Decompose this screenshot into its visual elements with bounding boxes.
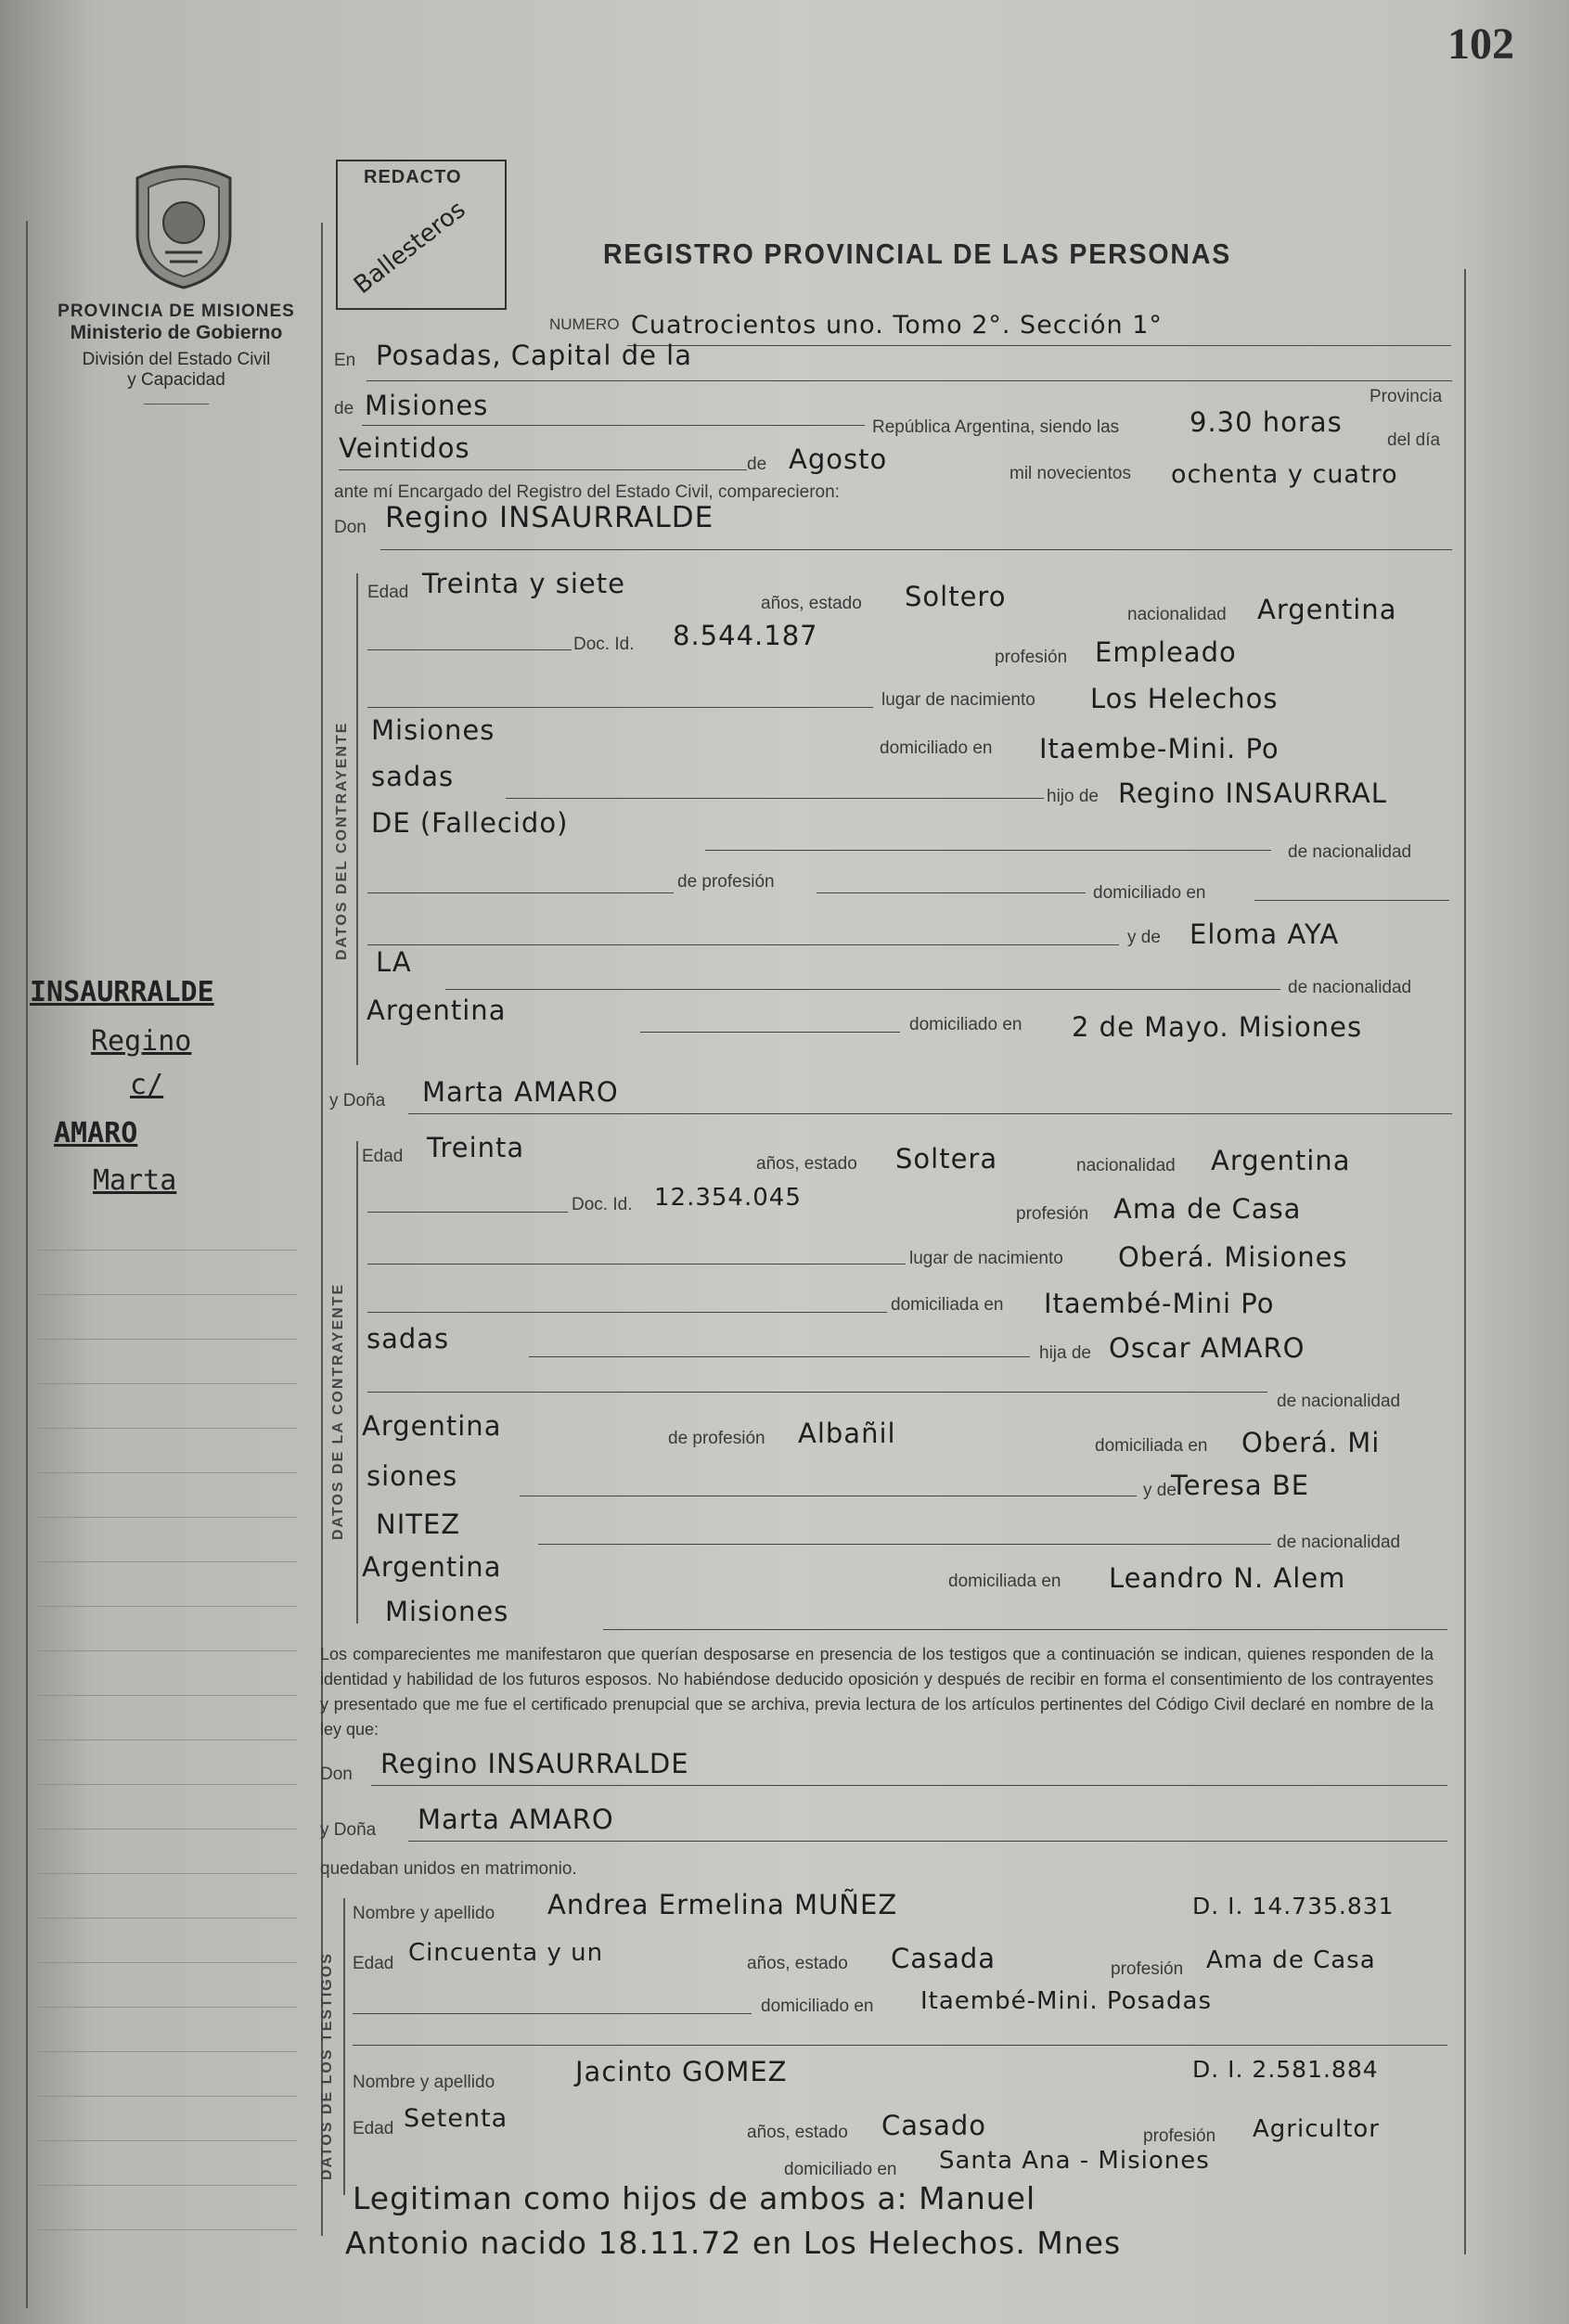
bride-padre-nac-label: de nacionalidad (1277, 1392, 1401, 1411)
frame-left-line (321, 223, 323, 2236)
provincia-line (362, 425, 865, 426)
bride-hija-pre-line (529, 1356, 1030, 1357)
witness-separator (353, 2045, 1447, 2046)
witness1-domicilio: Itaembé-Mini. Posadas (920, 1987, 1213, 2015)
groom-madre-domicilio: 2 de Mayo. Misiones (1072, 1011, 1363, 1043)
groom-prof-label: profesión (995, 648, 1068, 667)
witness2-nombre-label: Nombre y apellido (353, 2073, 495, 2092)
witness1-dom-label: domiciliado en (761, 1997, 874, 2016)
bride-madre-dom-line (603, 1629, 1447, 1630)
de-mes-label: de (747, 455, 767, 474)
witness-bracket (343, 1898, 345, 2195)
provincia-value: Misiones (365, 390, 489, 421)
bride-domicilio: Itaembé-Mini Po (1044, 1288, 1275, 1319)
bride-y-de-label: y de (1143, 1481, 1177, 1500)
bride-madre: Teresa BE (1171, 1470, 1310, 1501)
bride-prof-label: profesión (1016, 1204, 1089, 1224)
margin-border (26, 221, 28, 2308)
witness1-profesion: Ama de Casa (1206, 1946, 1376, 1974)
groom-y-de-pre-line (367, 944, 1119, 945)
en-label: En (334, 351, 356, 370)
groom-hijo-label: hijo de (1047, 787, 1099, 806)
bride-padre-domicilio: Oberá. Mi (1241, 1427, 1381, 1458)
numero-line (627, 345, 1451, 346)
groom-nacionalidad: Argentina (1257, 594, 1397, 625)
groom-madre-nacionalidad: Argentina (367, 995, 507, 1026)
bride-padre-profesion: Albañil (798, 1418, 896, 1449)
witness2-estado: Casado (881, 2110, 987, 2141)
bride-edad: Treinta (427, 1132, 525, 1163)
redacto-signature: Ballesteros (348, 195, 471, 301)
groom-estado-label: años, estado (761, 594, 862, 613)
witness1-estado: Casada (891, 1943, 997, 1974)
groom-padre-prof-label: de profesión (677, 872, 775, 892)
witness-section-label: DATOS DE LOS TESTIGOS (319, 1952, 335, 2180)
bride-madre-dom-label: domiciliada en (948, 1572, 1061, 1591)
groom-bracket (356, 573, 358, 1065)
groom-lugar: Los Helechos (1090, 683, 1279, 714)
groom-y-de-label: y de (1127, 928, 1161, 947)
bride-madre-domicilio: Leandro N. Alem (1109, 1562, 1346, 1594)
bride-hija-label: hija de (1039, 1343, 1091, 1363)
witness1-estado-label: años, estado (747, 1954, 848, 1973)
margin-bride-name: Marta (93, 1164, 177, 1197)
quedaban-label: quedaban unidos en matrimonio. (320, 1859, 577, 1879)
document-title: REGISTRO PROVINCIAL DE LAS PERSONAS (603, 238, 1232, 270)
union-don-label: Don (320, 1765, 353, 1784)
witness1-di: D. I. 14.735.831 (1192, 1893, 1395, 1920)
margin-connector: c/ (130, 1069, 164, 1101)
witness2-prof-label: profesión (1143, 2126, 1216, 2146)
groom-lugar-2: Misiones (371, 714, 495, 746)
mil-label: mil novecientos (1010, 464, 1131, 483)
groom-edad: Treinta y siete (422, 568, 625, 599)
frame-right-line (1464, 269, 1466, 2254)
witness1-prof-label: profesión (1111, 1959, 1184, 1979)
groom-doc-pre-line (367, 649, 572, 650)
groom-nac-label: nacionalidad (1127, 605, 1227, 624)
declaration-text: Los comparecientes me manifestaron que querían desposarse en presencia de los testigos que a continuación se indican, quienes responden de la identidad y habilidad de los futuros esposos. No habiéndose deducido oposición y después de recibir en forma el consentimiento de los contrayentes y presentado que me fue el certificado prenupcial que se archiva, previa lectura de los artículos pertinentes del Código Civil declaré en nombre de la ley que: (320, 1645, 1434, 1739)
provincia-label: Provincia (1370, 387, 1443, 406)
ante-label: ante mí Encargado del Registro del Estado Civil, comparecieron: (334, 482, 840, 502)
note-line-1: Legitiman como hijos de ambos a: Manuel (353, 2180, 1036, 2216)
bride-padre-dom-label: domiciliada en (1095, 1436, 1208, 1456)
bride-doc-pre-line (367, 1212, 568, 1213)
bride-lugar-pre-line (367, 1264, 906, 1265)
bride-padre-nacionalidad: Argentina (362, 1410, 502, 1442)
witness1-nombre-label: Nombre y apellido (353, 1904, 495, 1923)
bride-lugar-label: lugar de nacimiento (909, 1249, 1063, 1268)
bride-padre-domicilio-2: siones (367, 1460, 458, 1492)
ministry-header (37, 302, 315, 404)
bride-madre-nacionalidad: Argentina (362, 1551, 502, 1583)
groom-madre-dom-label: domiciliado en (909, 1015, 1022, 1034)
groom-padre: Regino INSAURRAL (1118, 777, 1387, 809)
bride-doc: 12.354.045 (654, 1184, 802, 1212)
union-dona-line (408, 1841, 1447, 1842)
division-label-2: y Capacidad (127, 370, 225, 390)
witness2-domicilio: Santa Ana - Misiones (939, 2147, 1210, 2175)
groom-doc-label: Doc. Id. (573, 635, 635, 654)
groom-dom-label: domiciliado en (880, 738, 993, 758)
union-don-line (371, 1785, 1447, 1786)
bride-name-line (408, 1113, 1452, 1114)
witness2-di: D. I. 2.581.884 (1192, 2056, 1379, 2083)
margin-groom-surname: INSAURRALDE (30, 976, 214, 1008)
union-dona: Marta AMARO (418, 1804, 614, 1835)
bride-padre-prof-label: de profesión (668, 1429, 765, 1448)
bride-dom-label: domiciliada en (891, 1295, 1004, 1315)
witness2-edad-label: Edad (353, 2119, 394, 2138)
bride-madre-domicilio-2: Misiones (385, 1596, 509, 1627)
witness1-edad-label: Edad (353, 1954, 394, 1973)
margin-groom-name: Regino (91, 1025, 192, 1058)
anio-value: ochenta y cuatro (1171, 460, 1398, 489)
groom-name-line (380, 549, 1452, 550)
bride-dom-pre-line (367, 1312, 887, 1313)
coat-of-arms-seal (128, 160, 239, 289)
bride-bracket (356, 1141, 358, 1624)
groom-padre-prof-line (817, 892, 1086, 893)
witness2-edad: Setenta (404, 2104, 508, 2133)
bride-doc-label: Doc. Id. (572, 1195, 633, 1214)
dia-line (339, 469, 747, 470)
republica-label: República Argentina, siendo las (872, 417, 1120, 437)
bride-nacionalidad: Argentina (1211, 1145, 1351, 1176)
bride-section-label: DATOS DE LA CONTRAYENTE (330, 1282, 346, 1540)
bride-padre: Oscar AMARO (1109, 1332, 1305, 1364)
groom-lugar-label: lugar de nacimiento (881, 690, 1035, 710)
mes-value: Agosto (789, 443, 888, 475)
margin-ruled-lines (37, 1206, 297, 2273)
groom-profesion: Empleado (1095, 636, 1237, 668)
place-value: Posadas, Capital de la (376, 340, 692, 371)
groom-domicilio: Itaembe-Mini. Po (1039, 733, 1280, 764)
province-label: PROVINCIA DE MISIONES (58, 302, 295, 321)
groom-domicilio-2: sadas (371, 761, 455, 792)
bride-estado-label: años, estado (756, 1154, 857, 1174)
dia-value: Veintidos (339, 432, 470, 464)
groom-prof-pre-line (367, 892, 674, 893)
bride-estado: Soltera (895, 1143, 998, 1175)
union-dona-label: y Doña (320, 1820, 377, 1840)
hora-value: 9.30 horas (1190, 406, 1343, 438)
groom-name: Regino INSAURRALDE (385, 501, 714, 534)
witness2-profesion: Agricultor (1253, 2115, 1380, 2143)
place-line (367, 380, 1452, 381)
numero-label: NUMERO (549, 315, 620, 333)
redacto-stamp (336, 160, 507, 310)
redacto-label: REDACTO (364, 167, 462, 187)
groom-padre-dom-line (1254, 900, 1449, 901)
groom-madre: Eloma AYA (1190, 918, 1340, 950)
bride-madre-2: NITEZ (376, 1509, 461, 1540)
bride-nac-label: nacionalidad (1076, 1156, 1176, 1175)
groom-section-label: DATOS DEL CONTRAYENTE (334, 721, 350, 960)
witness2-estado-label: años, estado (747, 2123, 848, 2142)
groom-padre-2: DE (Fallecido) (371, 807, 569, 839)
groom-padre-nac-label: de nacionalidad (1288, 842, 1412, 862)
groom-padre-line (705, 850, 1271, 851)
witness1-edad: Cincuenta y un (408, 1939, 604, 1967)
groom-madre-nac-label: de nacionalidad (1288, 978, 1412, 997)
bride-madre-line (538, 1544, 1271, 1545)
bride-padre-nac-pre-line (367, 1392, 1267, 1393)
groom-lugar-pre-line (367, 707, 873, 708)
groom-madre-nac-line (640, 1032, 900, 1033)
note-line-2: Antonio nacido 18.11.72 en Los Helechos. Mnes (345, 2225, 1122, 2261)
witness1-nombre: Andrea Ermelina MUÑEZ (547, 1889, 898, 1920)
bride-profesion: Ama de Casa (1113, 1193, 1302, 1225)
de-label: de (334, 399, 354, 418)
bride-domicilio-2: sadas (367, 1323, 450, 1355)
groom-doc: 8.544.187 (673, 620, 818, 651)
groom-padre-dom-label: domiciliado en (1093, 883, 1206, 903)
del-dia-label: del día (1387, 430, 1441, 450)
bride-edad-label: Edad (362, 1147, 404, 1166)
groom-madre-line (445, 989, 1280, 990)
witness1-dom-pre-line (353, 2013, 752, 2014)
page-number: 102 (1447, 19, 1514, 69)
union-don: Regino INSAURRALDE (380, 1748, 689, 1779)
bride-name: Marta AMARO (422, 1076, 619, 1108)
bride-madre-nac-label: de nacionalidad (1277, 1533, 1401, 1552)
groom-edad-label: Edad (367, 583, 409, 602)
groom-hijo-pre-line (506, 798, 1044, 799)
don-label: Don (334, 518, 367, 537)
bride-lugar: Oberá. Misiones (1118, 1241, 1348, 1273)
dona-label: y Doña (329, 1091, 386, 1111)
ministry-label: Ministerio de Gobierno (70, 322, 283, 343)
witness2-nombre: Jacinto GOMEZ (575, 2056, 788, 2087)
division-label: División del Estado Civil (82, 350, 271, 369)
groom-madre-2: LA (376, 946, 412, 978)
witness2-dom-label: domiciliado en (784, 2160, 897, 2179)
margin-bride-surname: AMARO (54, 1117, 138, 1149)
numero-value: Cuatrocientos uno. Tomo 2°. Sección 1° (631, 311, 1163, 340)
groom-estado: Soltero (905, 581, 1007, 612)
